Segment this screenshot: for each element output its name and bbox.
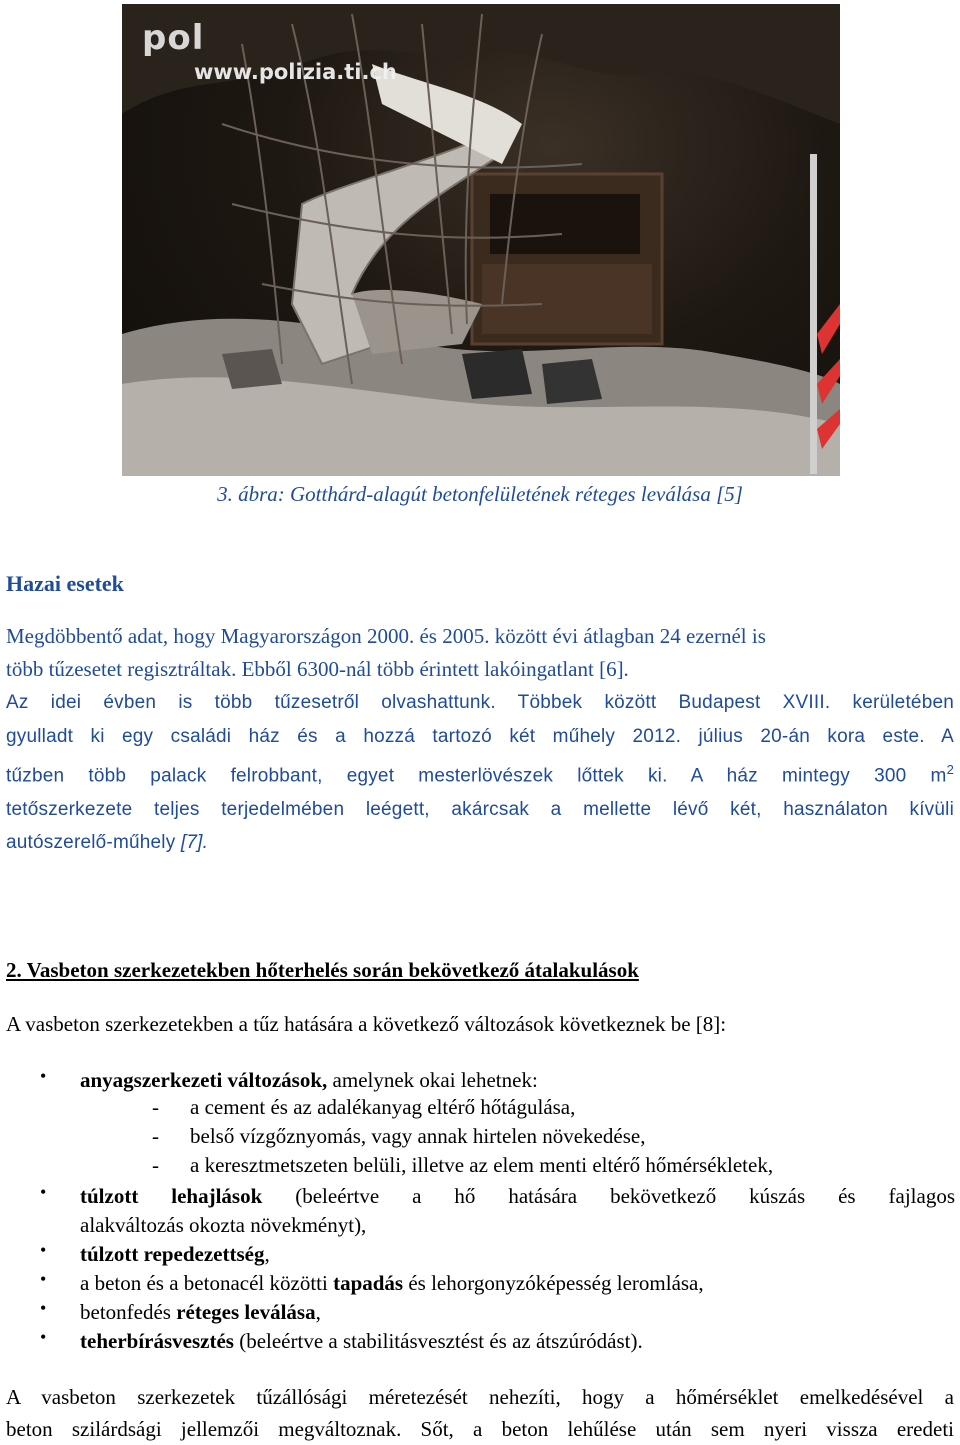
paragraph-budapest-line-3-text: tűzben több palack felrobbant, egyet mesterlövészek lőttek ki. A ház mintegy 300 m — [6, 765, 947, 787]
list-item-bold: tapadás — [333, 1271, 404, 1295]
list-item-text — [80, 1240, 955, 1269]
sub-list-item-text: a cement és az adalékanyag eltérő hőtágulása, — [190, 1095, 576, 1119]
list-item-rest: (beleértve a hő hatására bekövetkező kúszás és fajlagos — [262, 1184, 955, 1208]
sub-list-item-text: belső vízgőznyomás, vagy annak hirtelen növekedése, — [190, 1124, 646, 1148]
reference-7: [7]. — [180, 832, 209, 854]
paragraph-fire-design-line-2: beton szilárdsági jellemzői megváltoznak. Sőt, a beton lehűlése után sem nyeri vissza eredeti — [6, 1417, 954, 1441]
list-item-text — [80, 1182, 955, 1240]
list-item-text — [80, 1269, 955, 1298]
list-item-rest: (beleértve a stabilitásvesztést és az átszúródást). — [233, 1329, 643, 1353]
list-item-text — [80, 1298, 955, 1327]
bullet-icon: • — [40, 1298, 47, 1318]
paragraph-budapest-line-2: gyulladt ki egy családi ház és a hozzá tartozó két műhely 2012. július 20-án kora este. A — [6, 725, 954, 747]
paragraph-fire-design — [6, 1381, 954, 1445]
dash-icon: - — [152, 1153, 159, 1177]
list-item-bold: réteges leválása — [176, 1300, 316, 1324]
list-item-pre: betonfedés — [80, 1300, 177, 1324]
paragraph-statistics-line-1: Megdöbbentő adat, hogy Magyarországon 2000. és 2005. között évi átlagban 24 ezernél is — [6, 624, 766, 648]
section-title-2: 2. Vasbeton szerkezetekben hőterhelés során bekövetkező átalakulások — [6, 958, 639, 982]
list-item-rest: és lehorgonyzóképesség leromlása, — [403, 1271, 704, 1295]
paragraph-fire-design-line-1: A vasbeton szerkezetek tűzállósági méretezését nehezíti, hogy a hőmérséklet emelkedésével a — [6, 1385, 954, 1409]
paragraph-budapest-line-5-text: autószerelő-műhely — [6, 832, 181, 854]
paragraph-budapest — [6, 686, 954, 860]
dash-icon: - — [152, 1124, 159, 1148]
list-item-text — [80, 1066, 955, 1095]
bullet-icon: • — [40, 1240, 47, 1260]
list-item-bold: túlzott lehajlások — [80, 1184, 263, 1208]
list-item-bold: túlzott repedezettség — [80, 1242, 265, 1266]
list-item-rest: , — [315, 1300, 321, 1324]
figure-caption: 3. ábra: Gotthárd-alagút betonfelületének réteges leválása [5] — [217, 482, 743, 506]
section-heading-hazai: Hazai esetek — [6, 571, 124, 596]
watermark-logo: pol — [142, 18, 205, 58]
bullet-icon: • — [40, 1066, 47, 1086]
paragraph-budapest-line-1: Az idei évben is több tűzesetről olvashattunk. Többek között Budapest XVIII. kerületében — [6, 692, 954, 713]
paragraph-statistics-line-2: több tűzesetet regisztráltak. Ebből 6300-nál több érintett lakóingatlant [6]. — [6, 657, 629, 681]
bullet-icon: • — [40, 1269, 47, 1289]
paragraph-budapest-line-4: tetőszerkezete teljes terjedelmében leégett, akárcsak a mellette lévő két, használaton kívüli — [6, 798, 954, 820]
bullet-icon: • — [40, 1327, 47, 1347]
dash-icon: - — [152, 1095, 159, 1119]
paragraph-budapest-line-3 — [6, 753, 954, 793]
superscript-2: 2 — [946, 762, 954, 777]
list-item-bold: teherbírásvesztés — [80, 1329, 234, 1353]
list-item-line-2: alakváltozás okozta növekményt), — [80, 1213, 367, 1237]
tunnel-photo — [122, 4, 840, 476]
photo-watermark — [142, 16, 442, 96]
paragraph-budapest-line-5 — [6, 826, 954, 860]
bullet-icon: • — [40, 1182, 47, 1202]
paragraph-statistics — [6, 620, 954, 686]
list-item-rest: amelynek okai lehetnek: — [327, 1068, 538, 1092]
list-item-bold: anyagszerkezeti változások, — [80, 1068, 328, 1092]
section-intro: A vasbeton szerkezetekben a tűz hatására a következő változások következnek be [8]: — [6, 1012, 727, 1036]
list-item-rest: , — [264, 1242, 270, 1266]
watermark-url: www.polizia.ti.ch — [194, 60, 397, 84]
sub-list-item-text: a keresztmetszeten belüli, illetve az elem menti eltérő hőmérsékletek, — [190, 1153, 774, 1177]
list-item-text — [80, 1327, 955, 1356]
list-item-pre: a beton és a betonacél közötti — [80, 1271, 334, 1295]
list-item-line-1 — [80, 1182, 955, 1211]
